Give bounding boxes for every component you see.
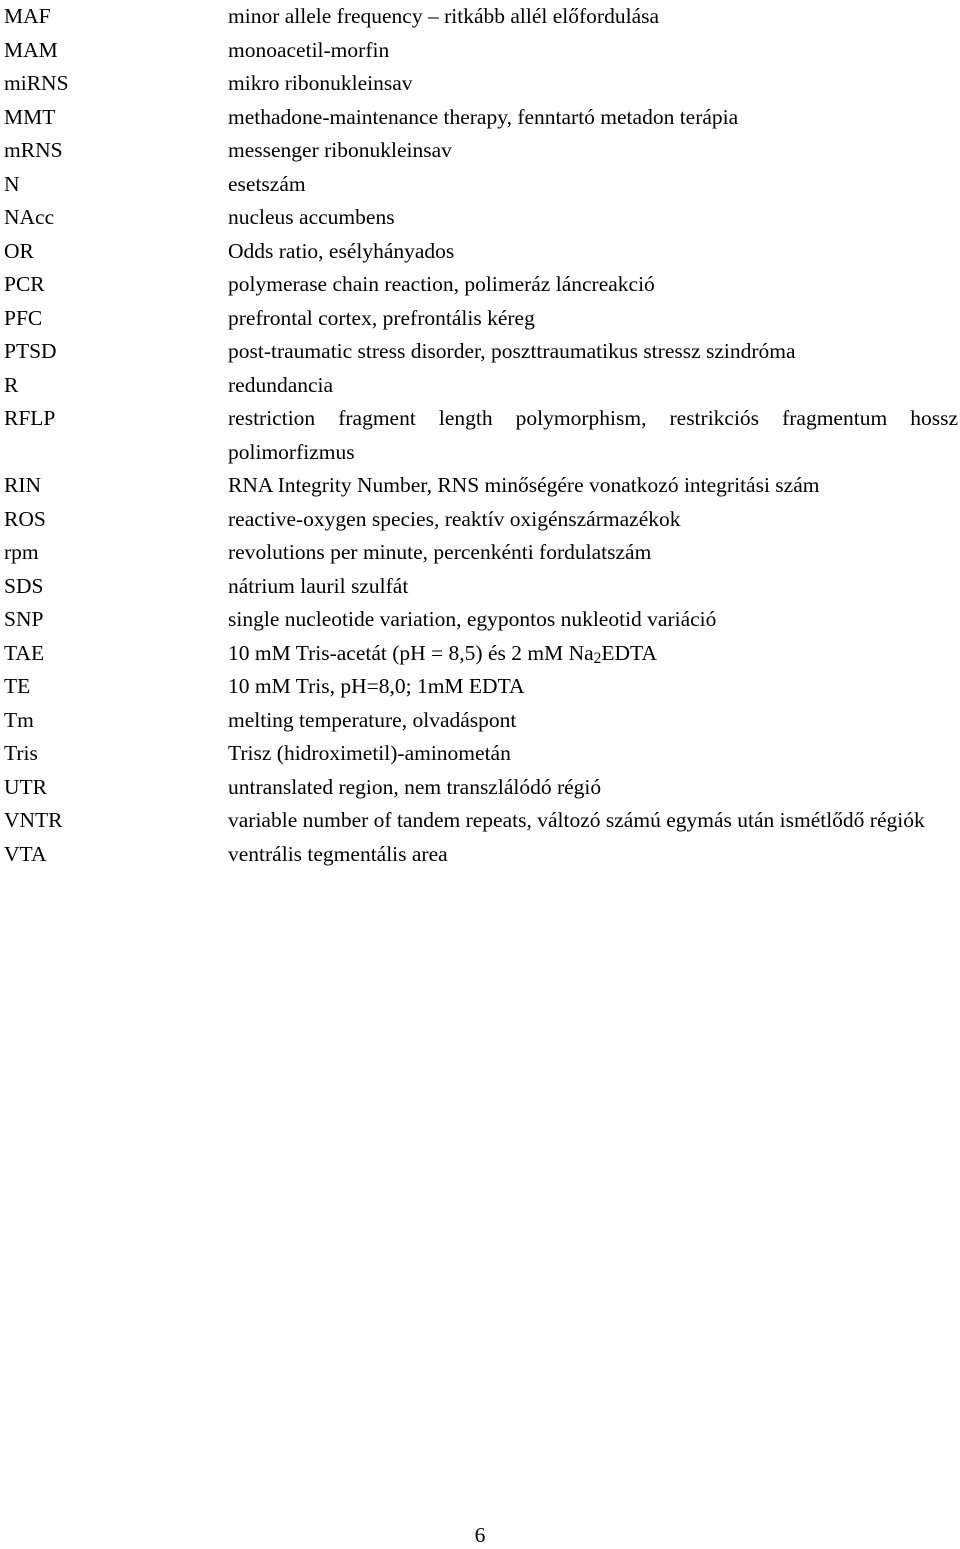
abbreviation-entry [0, 34, 960, 68]
definition: Odds ratio, esélyhányados [228, 238, 455, 263]
definition: monoacetil-morfin [228, 37, 390, 62]
abbreviation-entry [0, 737, 960, 771]
definition: messenger ribonukleinsav [228, 138, 452, 162]
definition: ventrális tegmentális area [228, 841, 448, 866]
abbreviation-entry [0, 603, 960, 637]
abbreviation-entry [0, 201, 960, 235]
abbreviation: OR [4, 238, 34, 263]
abbreviation-entry [0, 704, 960, 738]
definition: redundancia [228, 372, 334, 397]
abbreviation-entry [0, 302, 960, 336]
abbreviation: mRNS [4, 138, 63, 162]
abbreviation-entry [0, 369, 960, 403]
abbreviation-entry [0, 268, 960, 302]
abbreviation: VNTR [4, 808, 63, 832]
definition [228, 637, 960, 671]
definition: nucleus accumbens [228, 205, 395, 229]
abbreviation-entry [0, 67, 960, 101]
page-number: 6 [474, 1523, 486, 1547]
abbreviation: NAcc [4, 205, 55, 229]
abbreviation: MMT [4, 104, 56, 129]
abbreviation: PFC [4, 305, 43, 330]
abbreviation-entry [0, 335, 960, 369]
abbreviation-entry [0, 469, 960, 503]
subscript: 2 [593, 649, 602, 667]
definition: RNA Integrity Number, RNS minőségére vonatkozó integritási szám [228, 473, 820, 497]
definition: post-traumatic stress disorder, poszttraumatikus stressz szindróma [228, 339, 796, 363]
abbreviation: MAF [4, 4, 51, 28]
abbreviation: RFLP [4, 406, 56, 430]
abbreviation: VTA [4, 841, 47, 866]
definition: melting temperature, olvadáspont [228, 707, 517, 732]
abbreviation: MAM [4, 37, 58, 62]
abbreviation: miRNS [4, 71, 69, 95]
abbreviation-entry [0, 0, 960, 34]
abbreviation-entry [0, 771, 960, 805]
abbreviation: Tris [4, 741, 38, 765]
definition: single nucleotide variation, egypontos nukleotid variáció [228, 607, 717, 631]
abbreviation-entry [0, 838, 960, 872]
abbreviation-entry [0, 168, 960, 202]
definition: minor allele frequency – ritkább allél előfordulása [228, 4, 660, 28]
abbreviation: ROS [4, 506, 46, 531]
abbreviation: R [4, 372, 19, 397]
abbreviation: SDS [4, 573, 44, 598]
definition: polymerase chain reaction, polimeráz láncreakció [228, 272, 655, 296]
abbreviation: Tm [4, 707, 34, 732]
abbreviation: SNP [4, 607, 44, 631]
abbreviation: N [4, 171, 20, 196]
abbreviation: PTSD [4, 339, 57, 363]
definition: reactive-oxygen species, reaktív oxigénszármazékok [228, 506, 681, 531]
definition: Trisz (hidroximetil)-aminometán [228, 741, 511, 765]
abbreviation-entry [0, 637, 960, 671]
abbreviation-entry [0, 235, 960, 269]
abbreviation-entry [0, 101, 960, 135]
definition-text: 10 mM Tris-acetát (pH = 8,5) és 2 mM Na [228, 640, 594, 665]
definition: revolutions per minute, percenkénti fordulatszám [228, 540, 652, 564]
abbreviation-entry [0, 503, 960, 537]
abbreviation-entry [0, 134, 960, 168]
definition: variable number of tandem repeats, változó számú egymás után ismétlődő régiók [228, 808, 925, 832]
abbreviation-entry [0, 804, 960, 838]
definition-text: EDTA [601, 640, 657, 665]
definition: prefrontal cortex, prefrontális kéreg [228, 305, 535, 330]
abbreviation: TAE [4, 640, 45, 665]
definition: 10 mM Tris, pH=8,0; 1mM EDTA [228, 674, 525, 698]
abbreviation-entry [0, 670, 960, 704]
abbreviation-entry [0, 570, 960, 604]
abbreviation: rpm [4, 540, 39, 564]
abbreviation: RIN [4, 473, 42, 497]
abbreviation-entry [0, 536, 960, 570]
abbreviation: TE [4, 674, 31, 698]
definition: restriction fragment length polymorphism, restrikciós fragmentum hossz polimorfizmus [228, 406, 958, 464]
definition: nátrium lauril szulfát [228, 573, 409, 598]
definition: esetszám [228, 171, 306, 196]
definition: mikro ribonukleinsav [228, 71, 413, 95]
abbreviation: UTR [4, 774, 47, 799]
definition: methadone-maintenance therapy, fenntartó metadon terápia [228, 104, 739, 129]
definition: untranslated region, nem transzlálódó régió [228, 774, 602, 799]
abbreviation-entry [0, 402, 960, 469]
abbreviation: PCR [4, 272, 45, 296]
